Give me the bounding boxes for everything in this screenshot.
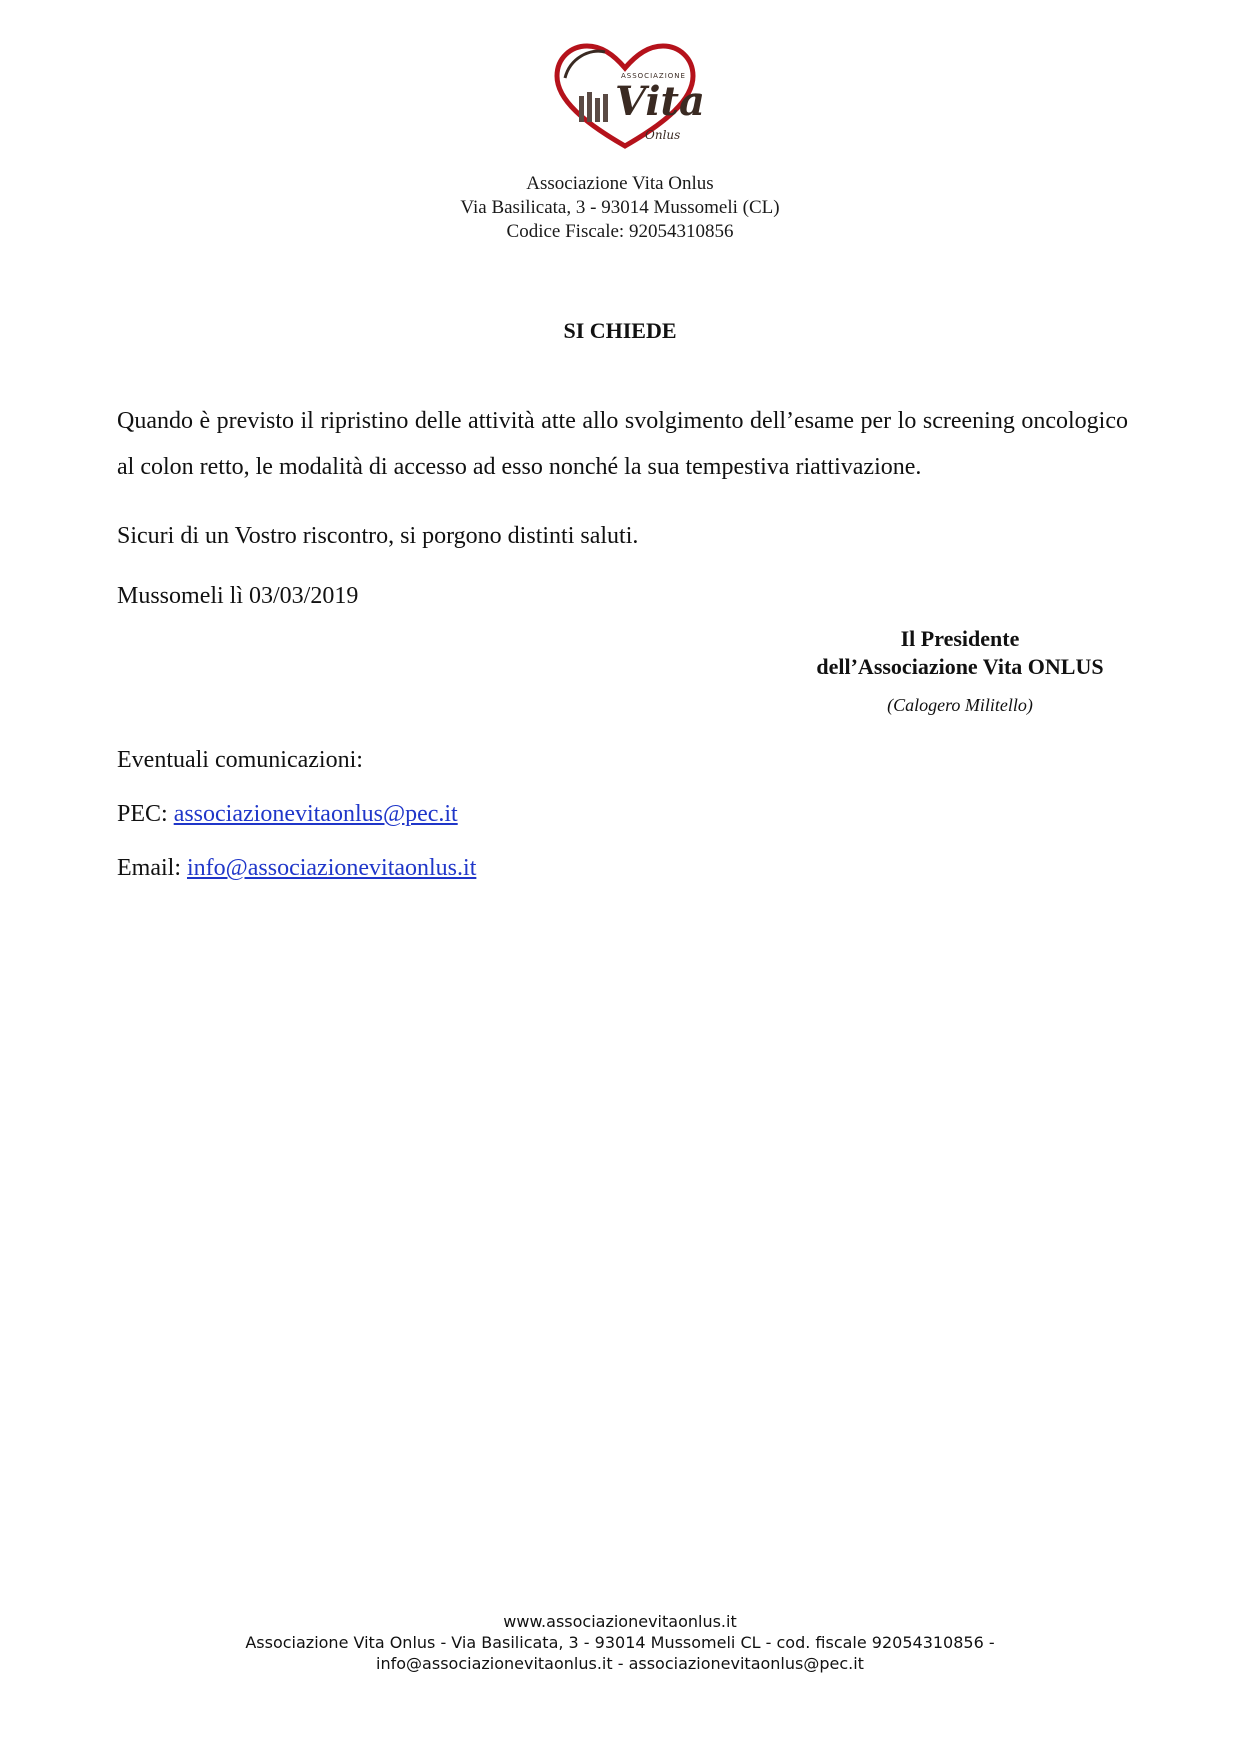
signatory-name: (Calogero Militello)	[887, 695, 1033, 715]
pec-label: PEC:	[117, 801, 174, 827]
page-footer	[0, 1611, 1240, 1674]
letter-title: SI CHIEDE	[563, 318, 677, 343]
organization-address: Via Basilicata, 3 - 93014 Mussomeli (CL)	[460, 197, 780, 218]
place-date: Mussomeli lì 03/03/2019	[117, 583, 359, 609]
pec-line	[117, 794, 1128, 834]
organization-name: Associazione Vita Onlus	[526, 173, 714, 194]
signature-block	[790, 625, 1130, 717]
email-label: Email:	[117, 855, 187, 881]
request-paragraph: Quando è previsto il ripristino delle attività atte allo svolgimento dell’esame per lo screening oncologico al colon retto, le modalità di accesso ad esso nonché la sua tempestiva riattivazione.	[117, 408, 1128, 480]
signature-title-2: dell’Associazione Vita ONLUS	[816, 654, 1104, 679]
communications-heading: Eventuali comunicazioni:	[117, 747, 363, 773]
logo-name: Vita	[615, 78, 705, 125]
pec-link[interactable]: associazionevitaonlus@pec.it	[173, 801, 458, 827]
logo-word: ASSOCIAZIONE	[621, 72, 686, 80]
organization-fiscal-code: Codice Fiscale: 92054310856	[506, 221, 734, 242]
footer-address: Associazione Vita Onlus - Via Basilicata, 3 - 93014 Mussomeli CL - cod. fiscale 92054310856 -	[245, 1633, 995, 1652]
footer-website: www.associazionevitaonlus.it	[503, 1612, 737, 1631]
signature-title-1: Il Presidente	[900, 626, 1020, 651]
footer-contacts: info@associazionevitaonlus.it - associazionevitaonlus@pec.it	[376, 1654, 864, 1673]
logo-sub: Onlus	[645, 128, 681, 142]
association-logo	[545, 38, 705, 156]
email-link[interactable]: info@associazionevitaonlus.it	[186, 855, 477, 881]
organization-header	[0, 172, 1240, 244]
closing-sentence: Sicuri di un Vostro riscontro, si porgono distinti saluti.	[117, 523, 639, 549]
email-line	[117, 848, 1128, 888]
